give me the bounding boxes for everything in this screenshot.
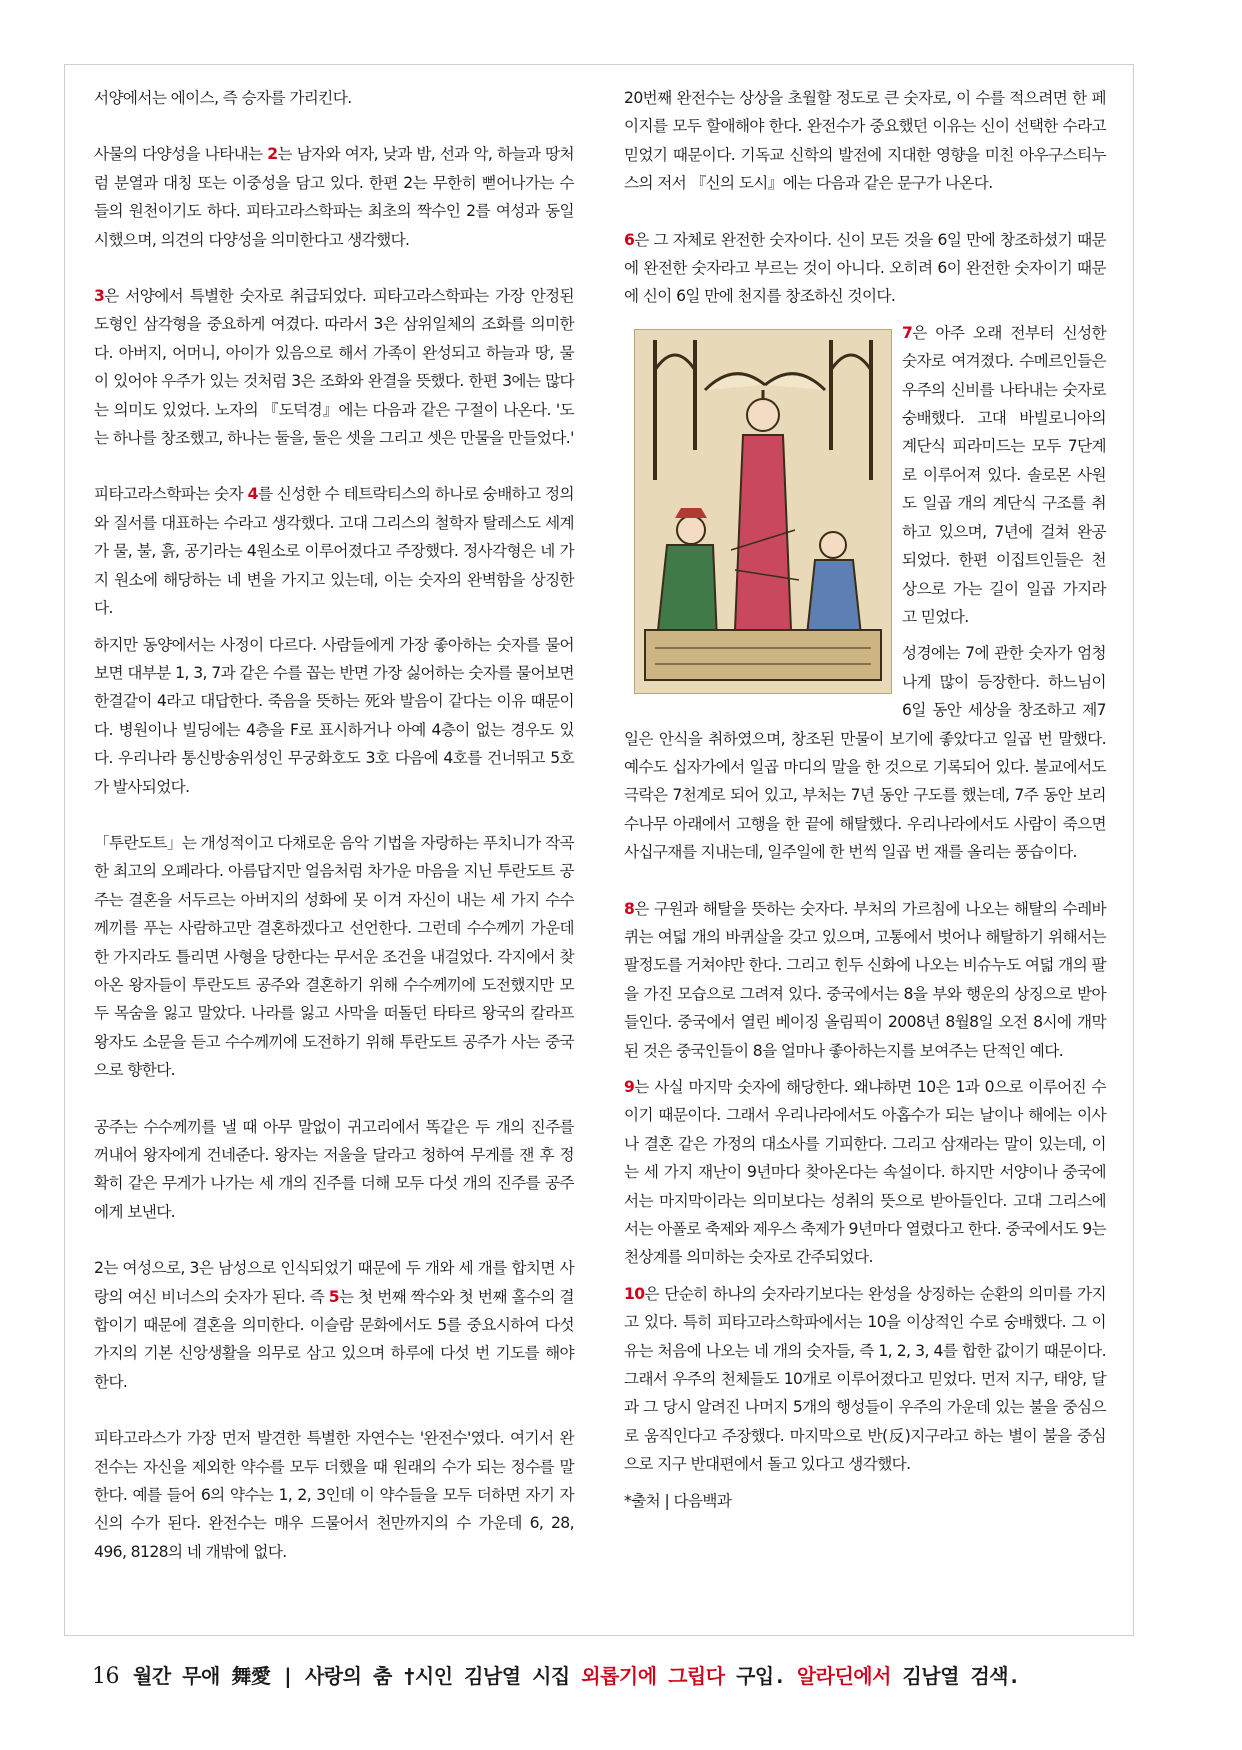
- page-footer: [92, 1660, 1020, 1689]
- number-highlight: 8: [624, 899, 635, 918]
- footer-text: 김남열 검색.: [890, 1664, 1020, 1688]
- right-column: [624, 84, 1106, 1543]
- paragraph-five: 2는 여성으로, 3은 남성으로 인식되었기 때문에 두 개와 세 개를 합치면 사랑의 여신 비너스의 숫자가 된다. 즉 5는 첫 번째 짝수와 첫 번째 홀수의 결합이기 때문에 결혼을 의미한다. 이슬람 문화에서도 5를 중요시하여 다섯 가지의 기본 신앙생활을 의무로 삼고 있으며 하루에 다섯 번 기도를 해야 한다.: [94, 1259, 574, 1391]
- paragraph: 서양에서는 에이스, 즉 승자를 가리킨다.: [94, 89, 352, 107]
- woodcut-illustration-icon: [635, 330, 891, 693]
- paragraph: 공주는 수수께끼를 낼 때 아무 말없이 귀고리에서 똑같은 두 개의 진주를 꺼내어 왕자에게 건네준다. 왕자는 저울을 달라고 청하여 무게를 잰 후 정확히 같은 무게가 나가는 세 개의 진주를 더해 모두 다섯 개의 진주를 공주에게 보낸다.: [94, 1117, 574, 1221]
- left-column: [94, 84, 574, 1594]
- paragraph-seven: 7은 아주 오래 전부터 신성한 숫자로 여겨졌다. 수메르인들은 우주의 신비를 나타내는 숫자로 숭배했다. 고대 바빌로니아의 계단식 피라미드는 모두 7단계로 이루어져 있다. 솔로몬 사원도 일곱 개의 계단식 구조를 취하고 있으며, 7년에 걸쳐 완공되었다. 한편 이집트인들은 천상으로 가는 길이 일곱 가지라고 믿었다.: [902, 323, 1106, 626]
- paragraph-eight: 8은 구원과 해탈을 뜻하는 숫자다. 부처의 가르침에 나오는 해탈의 수레바퀴는 여덟 개의 바퀴살을 갖고 있으며, 고통에서 벗어나 해탈하기 위해서는 팔정도를 거쳐야만 한다. 그리고 힌두 신화에 나오는 비슈누도 여덟 개의 팔을 가진 모습으로 그려져 있다. 중국에서는 8을 부와 행운의 상징으로 받아들인다. 중국에서 열린 베이징 올림픽이 2008년 8월8일 오전 8시에 개막된 것은 중국인들이 8을 얼마나 좋아하는지를 보여주는 단적인 예다.: [624, 899, 1106, 1060]
- woodcut-illustration: [634, 329, 892, 694]
- footer-text: 월간 무애 舞愛 | 사랑의 춤 †시인 김남열 시집: [133, 1664, 582, 1688]
- paragraph: 성경에는 7에 관한 숫자가 엄청나게 많이 등장한다. 하느님이 6일 동안 세상을 창조하고 제7일은 안식을 취하였으며, 창조된 만물이 보기에 좋았다고 일곱 번 말했다. 예수도 십자가에서 일곱 마디의 말을 한 것으로 기록되어 있다. 불교에서도 극락은 7천계로 되어 있고, 부처는 7년 동안 구도를 했는데, 7주 동안 보리수나무 아래에서 고행을 한 끝에 해탈했다. 우리나라에서도 사람이 죽으면 사십구재를 지내는데, 일주일에 한 번씩 일곱 번 재를 올리는 풍습이다.: [624, 644, 1106, 862]
- number-highlight: 2: [267, 145, 278, 164]
- paragraph-three: 3은 서양에서 특별한 숫자로 취급되었다. 피타고라스학파는 가장 안정된 도형인 삼각형을 중요하게 여겼다. 따라서 3은 삼위일체의 조화를 의미한다. 아버지, 어머니, 아이가 있음으로 해서 가족이 완성되고 하늘과 땅, 물이 있어야 우주가 있는 것처럼 3은 조화와 완결을 뜻했다. 한편 3에는 많다는 의미도 있었다. 노자의 『도덕경』에는 다음과 같은 구절이 나온다. '도는 하나를 창조했고, 하나는 둘을, 둘은 셋을 그리고 셋은 만물을 만들었다.': [94, 287, 574, 448]
- book-title: 외롭기에 그립다: [581, 1664, 725, 1688]
- paragraph: 「투란도트」는 개성적이고 다채로운 음악 기법을 자랑하는 푸치니가 작곡한 최고의 오페라다. 아름답지만 얼음처럼 차가운 마음을 지닌 투란도트 공주는 결혼을 서두르는 아버지의 성화에 못 이겨 자신이 내는 세 가지 수수께끼를 푸는 사람하고만 결혼하겠다고 선언한다. 그런데 수수께끼 가운데 한 가지라도 틀리면 사형을 당한다는 무서운 조건을 내걸었다. 각지에서 찾아온 왕자들이 투란도트 공주와 결혼하기 위해 수수께끼에 도전했지만 모두 목숨을 잃고 말았다. 나라를 잃고 사막을 떠돌던 타타르 왕국의 칼라프 왕자도 소문을 듣고 수수께끼에 도전하기 위해 투란도트 공주가 사는 중국으로 향한다.: [94, 833, 574, 1080]
- paragraph-two: 사물의 다양성을 나타내는 2는 남자와 여자, 낮과 밤, 선과 악, 하늘과 땅처럼 분열과 대칭 또는 이중성을 담고 있다. 한편 2는 무한히 뻗어나가는 수들의 원천이기도 하다. 피타고라스학파는 최초의 짝수인 2를 여성과 동일시했으며, 의견의 다양성을 의미한다고 생각했다.: [94, 145, 575, 249]
- paragraph: 하지만 동양에서는 사정이 다르다. 사람들에게 가장 좋아하는 숫자를 물어보면 대부분 1, 3, 7과 같은 수를 꼽는 반면 가장 싫어하는 숫자를 물어보면 한결같이 4라고 대답한다. 죽음을 뜻하는 死와 발음이 같다는 이유 때문이다. 병원이나 빌딩에는 4층을 F로 표시하거나 아예 4층이 없는 경우도 있다. 우리나라 통신방송위성인 무궁화호도 3호 다음에 4호를 건너뛰고 5호가 발사되었다.: [94, 635, 574, 796]
- paragraph: 20번째 완전수는 상상을 초월할 정도로 큰 숫자로, 이 수를 적으려면 한 페이지를 모두 할애해야 한다. 완전수가 중요했던 이유는 신이 선택한 수라고 믿었기 때문이다. 기독교 신학의 발전에 지대한 영향을 미친 아우구스티누스의 저서 『신의 도시』에는 다음과 같은 문구가 나온다.: [624, 89, 1106, 193]
- source-note: *출처 | 다음백과: [624, 1491, 732, 1510]
- number-highlight: 9: [624, 1078, 635, 1096]
- page-number: 16: [92, 1664, 119, 1689]
- number-highlight: 6: [624, 230, 635, 249]
- footer-text: 구입.: [724, 1664, 797, 1688]
- number-highlight: 4: [247, 485, 258, 504]
- number-highlight: 3: [94, 287, 105, 306]
- number-highlight: 7: [902, 323, 913, 342]
- store-name: 알라딘에서: [796, 1664, 891, 1688]
- paragraph-nine: 9는 사실 마지막 숫자에 해당한다. 왜냐하면 10은 1과 0으로 이루어진 수이기 때문이다. 그래서 우리나라에서도 아홉수가 되는 날이나 해에는 이사나 결혼 같은 가정의 대소사를 기피한다. 그리고 삼재라는 말이 있는데, 이는 세 가지 재난이 9년마다 찾아온다는 속설이다. 하지만 서양이나 중국에서는 마지막이라는 의미보다는 성취의 뜻으로 받아들인다. 고대 그리스에서는 아폴로 축제와 제우스 축제가 9년마다 열렸다고 한다. 중국에서도 9는 천상계를 의미하는 숫자로 간주되었다.: [624, 1078, 1106, 1267]
- paragraph-ten: 10은 단순히 하나의 숫자라기보다는 완성을 상징하는 순환의 의미를 가지고 있다. 특히 피타고라스학파에서는 10을 이상적인 수로 숭배했다. 그 이유는 처음에 나오는 네 개의 숫자들, 즉 1, 2, 3, 4를 합한 값이기 때문이다. 그래서 우주의 천체들도 10개로 이루어졌다고 믿었다. 먼저 지구, 태양, 달과 그 당시 알려진 나머지 5개의 행성들이 우주의 가운데 있는 불을 중심으로 움직인다고 주장했다. 마지막으로 반(反)지구라고 하는 별이 불을 중심으로 지구 반대편에서 돌고 있다고 생각했다.: [624, 1284, 1106, 1474]
- number-highlight: 10: [624, 1284, 645, 1303]
- paragraph: 피타고라스가 가장 먼저 발견한 특별한 자연수는 '완전수'였다. 여기서 완전수는 자신을 제외한 약수를 모두 더했을 때 원래의 수가 되는 정수를 말한다. 예를 들어 6의 약수는 1, 2, 3인데 이 약수들을 모두 더하면 자기 자신의 수가 된다. 완전수는 매우 드물어서 천만까지의 수 가운데 6, 28, 496, 8128의 네 개밖에 없다.: [94, 1429, 574, 1561]
- paragraph-four: 피타고라스학파는 숫자 4를 신성한 수 테트락티스의 하나로 숭배하고 정의와 질서를 대표하는 수라고 생각했다. 고대 그리스의 철학자 탈레스도 세계가 물, 불, 흙, 공기라는 4원소로 이루어졌다고 주장했다. 정사각형은 네 가지 원소에 해당하는 네 변을 가지고 있는데, 이는 숫자의 완벽함을 상징한다.: [94, 485, 574, 618]
- number-highlight: 5: [328, 1287, 339, 1306]
- paragraph-six: 6은 그 자체로 완전한 숫자이다. 신이 모든 것을 6일 만에 창조하셨기 때문에 완전한 숫자라고 부르는 것이 아니다. 오히려 6이 완전한 숫자이기 때문에 신이 6일 만에 천지를 창조하신 것이다.: [624, 230, 1106, 306]
